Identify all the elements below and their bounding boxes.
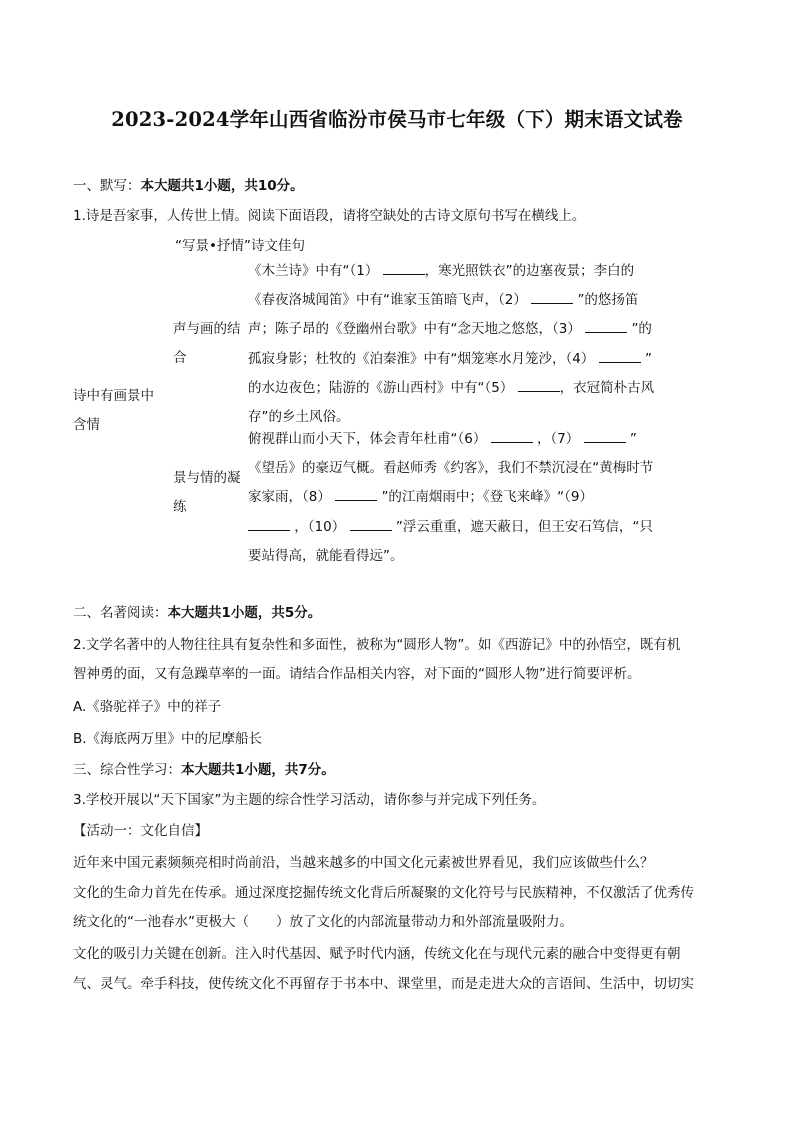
section-2-label: 二、名著阅读： (73, 605, 168, 621)
blank-9[interactable] (248, 516, 290, 531)
text-line: ，（10） ”浮云重重，遮天蔽日，但王安石笃信，“只 (248, 513, 653, 542)
text-line: 家家雨，（8） ”的江南烟雨中；《登飞来峰》“（9） (248, 483, 653, 512)
section-2-heading (73, 603, 321, 623)
section-1-label: 一、默写： (73, 178, 141, 194)
table-col1 (73, 382, 154, 440)
text-line: 《望岳》的豪迈气概。看赵师秀《约客》，我们不禁沉浸在“黄梅时节 (248, 460, 654, 477)
option-b: B.《海底两万里》中的尼摩船长 (73, 731, 263, 747)
table-col1-line: 诗中有画景中 (73, 388, 154, 404)
paragraph-line: 近年来中国元素频频亮相时尚前沿，当越来越多的中国文化元素被世界看见，我们应该做些什么？ (73, 855, 654, 871)
table-sub1 (173, 315, 241, 373)
activity-1-heading: 【活动一：文化自信】 (73, 823, 208, 839)
text-line: 俯视群山而小天下，体会青年杜甫“（6） ，（7） ” (248, 425, 653, 454)
paragraph-line: 文化的生命力首先在传承。通过深度挖掘传统文化背后所凝聚的文化符号与民族精神，不仅激活了优秀传 (73, 885, 694, 901)
table-sub1-line: 声与画的结 (173, 321, 241, 337)
section-1-heading (73, 176, 304, 196)
table-col1-line: 含情 (73, 417, 100, 433)
blank-6[interactable] (491, 428, 533, 443)
text-line: 《木兰诗》中有“（1） ，寒光照铁衣”的边塞夜景；李白的 (248, 257, 654, 286)
question-2-line: 2.文学名著中的人物往往具有复杂性和多面性，被称为“圆形人物”。如《西游记》中的孙悟空，既有机 (73, 637, 681, 653)
paragraph-line: 文化的吸引力关键在创新。注入时代基因、赋予时代内涵，传统文化在与现代元素的融合中变得更有朝 (73, 946, 681, 962)
table-sub2-line: 练 (173, 499, 187, 515)
text-line: 《春夜洛城闻笛》中有“谁家玉笛暗飞声，（2） ”的悠扬笛 (248, 286, 654, 315)
table-sub2 (173, 464, 241, 522)
paragraph-line: 统文化的“一池春水”更极大（ ）放了文化的内部流量带动力和外部流量吸附力。 (73, 914, 573, 930)
text-line: 存”的乡土风俗。 (248, 409, 350, 426)
section-1-desc: 本大题共1小题，共10分。 (140, 178, 304, 194)
blank-7[interactable] (584, 428, 626, 443)
section-2-desc: 本大题共1小题，共5分。 (167, 605, 322, 621)
blank-5[interactable] (518, 377, 560, 392)
poem-table (73, 232, 733, 562)
text-line: 要站得高，就能看得远”。 (248, 547, 404, 564)
table-text-2 (248, 425, 653, 571)
section-3-label: 三、综合性学习： (73, 762, 181, 778)
blank-1[interactable] (383, 260, 425, 275)
text-line: 孤寂身影；杜牧的《泊秦淮》中有“烟笼寒水月笼沙，（4） ” (248, 345, 654, 374)
table-header: “写景•抒情”诗文佳句 (175, 238, 305, 254)
blank-8[interactable] (335, 486, 377, 501)
table-sub2-line: 景与情的凝 (173, 470, 241, 486)
blank-10[interactable] (350, 516, 392, 531)
paragraph-line: 气、灵气。牵手科技，使传统文化不再留存于书本中、课堂里，而是走进大众的言语间、生活中，切切实 (73, 976, 694, 992)
question-2-line: 智神勇的面，又有急躁草率的一面。请结合作品相关内容，对下面的“圆形人物”进行简要评析。 (73, 666, 641, 682)
page-title: 2023-2024学年山西省临汾市侯马市七年级（下）期末语文试卷 (111, 108, 683, 131)
table-text-1 (248, 257, 654, 432)
section-3-desc: 本大题共1小题，共7分。 (181, 762, 335, 778)
question-3: 3.学校开展以“天下国家”为主题的综合性学习活动，请你参与并完成下列任务。 (73, 792, 546, 808)
table-sub1-line: 合 (173, 350, 187, 366)
question-1: 1.诗是吾家事，人传世上情。阅读下面语段，请将空缺处的古诗文原句书写在横线上。 (73, 208, 586, 224)
text-line: 的水边夜色；陆游的《游山西村》中有“（5） ，衣冠简朴古风 (248, 374, 654, 403)
blank-2[interactable] (531, 289, 573, 304)
section-3-heading (73, 760, 335, 780)
blank-3[interactable] (585, 318, 627, 333)
text-line: 声；陈子昂的《登幽州台歌》中有“念天地之悠悠，（3） ”的 (248, 315, 654, 344)
option-a: A.《骆驼祥子》中的祥子 (73, 699, 222, 715)
blank-4[interactable] (599, 348, 641, 363)
